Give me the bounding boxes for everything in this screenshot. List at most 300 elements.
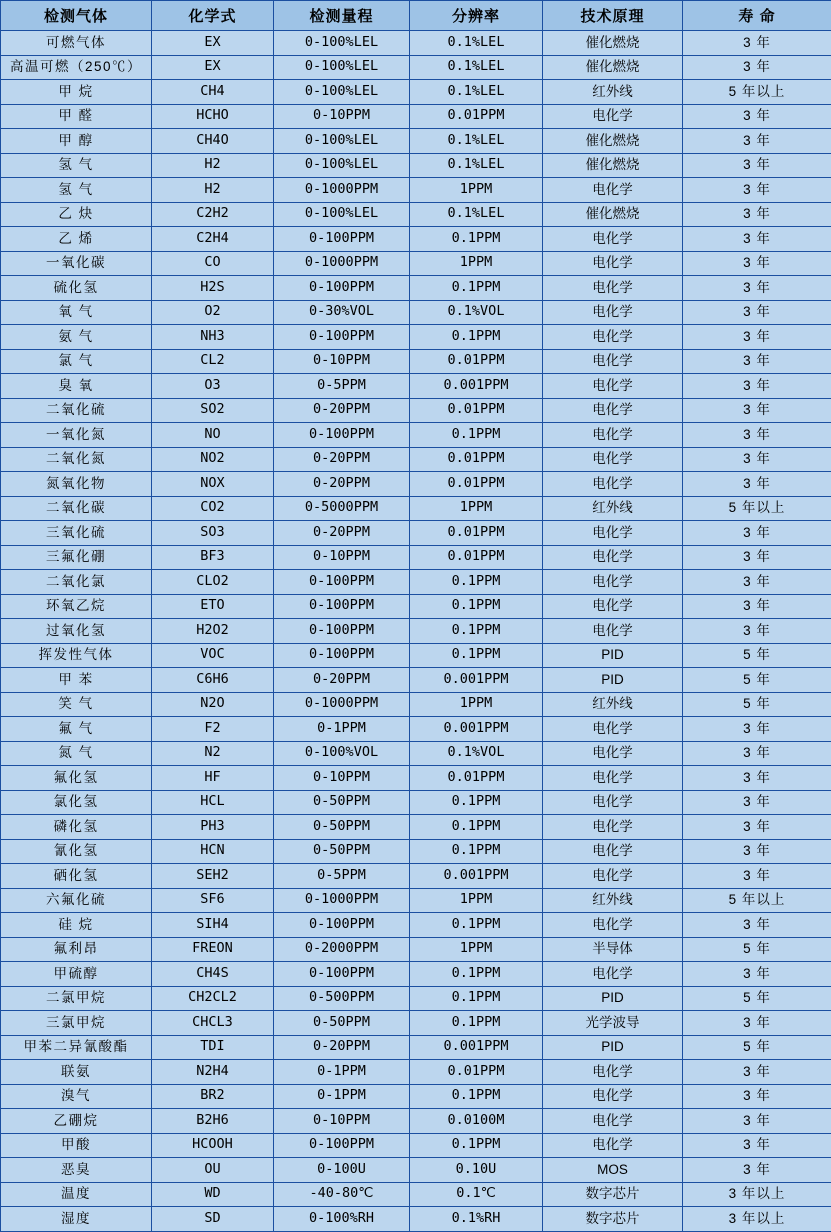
cell-detection-range: 0-50PPM xyxy=(274,815,410,840)
cell-technical-principle: PID xyxy=(543,1035,683,1060)
cell-resolution: 1PPM xyxy=(410,888,543,913)
cell-chemical-formula: ETO xyxy=(152,594,274,619)
cell-technical-principle: 催化燃烧 xyxy=(543,55,683,80)
cell-technical-principle: 电化学 xyxy=(543,423,683,448)
cell-technical-principle: 电化学 xyxy=(543,521,683,546)
cell-chemical-formula: OU xyxy=(152,1158,274,1183)
cell-lifetime: 3 年 xyxy=(683,741,831,766)
cell-resolution: 0.1%LEL xyxy=(410,153,543,178)
cell-lifetime: 3 年 xyxy=(683,153,831,178)
cell-detection-range: 0-30%VOL xyxy=(274,300,410,325)
cell-detection-range: 0-1000PPM xyxy=(274,692,410,717)
cell-gas-name: 三氧化硫 xyxy=(1,521,152,546)
table-row xyxy=(1,496,831,521)
cell-detection-range: 0-100%LEL xyxy=(274,153,410,178)
cell-gas-name: 二氯甲烷 xyxy=(1,986,152,1011)
cell-resolution: 0.1PPM xyxy=(410,594,543,619)
cell-technical-principle: 催化燃烧 xyxy=(543,202,683,227)
cell-chemical-formula: BR2 xyxy=(152,1084,274,1109)
cell-technical-principle: 电化学 xyxy=(543,1084,683,1109)
cell-resolution: 0.001PPM xyxy=(410,864,543,889)
cell-detection-range: 0-100PPM xyxy=(274,619,410,644)
cell-gas-name: 硒化氢 xyxy=(1,864,152,889)
cell-gas-name: 臭 氧 xyxy=(1,374,152,399)
cell-chemical-formula: C2H4 xyxy=(152,227,274,252)
cell-detection-range: 0-5PPM xyxy=(274,864,410,889)
cell-lifetime: 3 年 xyxy=(683,374,831,399)
cell-technical-principle: 电化学 xyxy=(543,864,683,889)
cell-resolution: 0.1%VOL xyxy=(410,300,543,325)
cell-resolution: 0.001PPM xyxy=(410,717,543,742)
cell-technical-principle: 电化学 xyxy=(543,178,683,203)
cell-resolution: 0.1℃ xyxy=(410,1182,543,1207)
cell-detection-range: 0-20PPM xyxy=(274,472,410,497)
cell-resolution: 0.1PPM xyxy=(410,815,543,840)
cell-lifetime: 3 年 xyxy=(683,202,831,227)
cell-resolution: 0.1%VOL xyxy=(410,741,543,766)
cell-detection-range: 0-20PPM xyxy=(274,398,410,423)
cell-chemical-formula: HCOOH xyxy=(152,1133,274,1158)
table-row xyxy=(1,276,831,301)
cell-gas-name: 二氧化氯 xyxy=(1,570,152,595)
table-row xyxy=(1,717,831,742)
cell-detection-range: 0-10PPM xyxy=(274,104,410,129)
cell-detection-range: 0-100%LEL xyxy=(274,31,410,56)
cell-lifetime: 5 年以上 xyxy=(683,496,831,521)
cell-gas-name: 二氧化硫 xyxy=(1,398,152,423)
cell-detection-range: 0-20PPM xyxy=(274,447,410,472)
cell-technical-principle: 电化学 xyxy=(543,300,683,325)
cell-technical-principle: 电化学 xyxy=(543,447,683,472)
table-row xyxy=(1,178,831,203)
cell-detection-range: 0-100%LEL xyxy=(274,55,410,80)
cell-technical-principle: 催化燃烧 xyxy=(543,129,683,154)
cell-technical-principle: 电化学 xyxy=(543,570,683,595)
cell-lifetime: 3 年 xyxy=(683,1133,831,1158)
table-row xyxy=(1,1158,831,1183)
table-header xyxy=(1,1,831,31)
cell-chemical-formula: H2 xyxy=(152,178,274,203)
cell-gas-name: 挥发性气体 xyxy=(1,643,152,668)
cell-resolution: 0.01PPM xyxy=(410,472,543,497)
table-row xyxy=(1,1133,831,1158)
cell-detection-range: 0-10PPM xyxy=(274,1109,410,1134)
table-row xyxy=(1,668,831,693)
cell-resolution: 0.1PPM xyxy=(410,1011,543,1036)
cell-chemical-formula: N2H4 xyxy=(152,1060,274,1085)
table-row xyxy=(1,1109,831,1134)
cell-gas-name: 溴气 xyxy=(1,1084,152,1109)
table-row xyxy=(1,815,831,840)
cell-detection-range: 0-100PPM xyxy=(274,1133,410,1158)
cell-resolution: 1PPM xyxy=(410,692,543,717)
cell-resolution: 0.1%LEL xyxy=(410,129,543,154)
cell-lifetime: 3 年 xyxy=(683,227,831,252)
cell-resolution: 0.1%LEL xyxy=(410,31,543,56)
cell-lifetime: 3 年 xyxy=(683,104,831,129)
table-row xyxy=(1,594,831,619)
cell-detection-range: 0-50PPM xyxy=(274,790,410,815)
cell-technical-principle: PID xyxy=(543,643,683,668)
cell-chemical-formula: NH3 xyxy=(152,325,274,350)
cell-detection-range: 0-5PPM xyxy=(274,374,410,399)
cell-detection-range: 0-1PPM xyxy=(274,717,410,742)
table-row xyxy=(1,888,831,913)
cell-chemical-formula: BF3 xyxy=(152,545,274,570)
cell-chemical-formula: CHCL3 xyxy=(152,1011,274,1036)
cell-resolution: 0.01PPM xyxy=(410,545,543,570)
cell-technical-principle: 半导体 xyxy=(543,937,683,962)
cell-lifetime: 3 年 xyxy=(683,1011,831,1036)
cell-gas-name: 三氯甲烷 xyxy=(1,1011,152,1036)
cell-technical-principle: 数字芯片 xyxy=(543,1207,683,1232)
cell-gas-name: 甲酸 xyxy=(1,1133,152,1158)
cell-gas-name: 甲 醛 xyxy=(1,104,152,129)
table-row xyxy=(1,153,831,178)
cell-chemical-formula: SO3 xyxy=(152,521,274,546)
cell-technical-principle: 电化学 xyxy=(543,913,683,938)
cell-lifetime: 3 年 xyxy=(683,55,831,80)
cell-chemical-formula: CO xyxy=(152,251,274,276)
cell-lifetime: 3 年 xyxy=(683,31,831,56)
cell-lifetime: 3 年 xyxy=(683,251,831,276)
cell-detection-range: 0-100%LEL xyxy=(274,129,410,154)
cell-chemical-formula: HCL xyxy=(152,790,274,815)
cell-lifetime: 3 年以上 xyxy=(683,1182,831,1207)
cell-detection-range: 0-20PPM xyxy=(274,1035,410,1060)
table-row xyxy=(1,766,831,791)
cell-lifetime: 5 年 xyxy=(683,986,831,1011)
cell-chemical-formula: PH3 xyxy=(152,815,274,840)
cell-resolution: 0.0100M xyxy=(410,1109,543,1134)
cell-lifetime: 3 年 xyxy=(683,398,831,423)
table-row xyxy=(1,962,831,987)
table-row xyxy=(1,129,831,154)
cell-technical-principle: 电化学 xyxy=(543,545,683,570)
cell-technical-principle: 电化学 xyxy=(543,790,683,815)
cell-chemical-formula: CO2 xyxy=(152,496,274,521)
cell-detection-range: 0-1PPM xyxy=(274,1060,410,1085)
cell-chemical-formula: EX xyxy=(152,31,274,56)
cell-chemical-formula: CH4S xyxy=(152,962,274,987)
table-row xyxy=(1,202,831,227)
cell-gas-name: 三氟化硼 xyxy=(1,545,152,570)
cell-resolution: 0.10U xyxy=(410,1158,543,1183)
cell-gas-name: 氟化氢 xyxy=(1,766,152,791)
cell-lifetime: 3 年 xyxy=(683,594,831,619)
cell-resolution: 0.1%LEL xyxy=(410,80,543,105)
cell-resolution: 0.01PPM xyxy=(410,349,543,374)
cell-lifetime: 3 年 xyxy=(683,962,831,987)
cell-gas-name: 氯化氢 xyxy=(1,790,152,815)
cell-lifetime: 3 年 xyxy=(683,1109,831,1134)
cell-detection-range: 0-100PPM xyxy=(274,643,410,668)
cell-resolution: 0.1PPM xyxy=(410,619,543,644)
cell-detection-range: 0-20PPM xyxy=(274,521,410,546)
cell-lifetime: 3 年 xyxy=(683,276,831,301)
cell-gas-name: 可燃气体 xyxy=(1,31,152,56)
cell-resolution: 0.1PPM xyxy=(410,790,543,815)
cell-resolution: 1PPM xyxy=(410,251,543,276)
cell-technical-principle: PID xyxy=(543,668,683,693)
cell-technical-principle: 电化学 xyxy=(543,766,683,791)
cell-gas-name: 高温可燃（250℃） xyxy=(1,55,152,80)
cell-lifetime: 3 年 xyxy=(683,913,831,938)
cell-lifetime: 5 年以上 xyxy=(683,888,831,913)
cell-gas-name: 笑 气 xyxy=(1,692,152,717)
cell-gas-name: 甲苯二异氰酸酯 xyxy=(1,1035,152,1060)
table-row xyxy=(1,1035,831,1060)
cell-detection-range: 0-100PPM xyxy=(274,962,410,987)
table-row xyxy=(1,398,831,423)
cell-gas-name: 甲 苯 xyxy=(1,668,152,693)
cell-resolution: 0.01PPM xyxy=(410,521,543,546)
cell-lifetime: 3 年 xyxy=(683,545,831,570)
cell-chemical-formula: O2 xyxy=(152,300,274,325)
cell-chemical-formula: NOX xyxy=(152,472,274,497)
cell-technical-principle: 电化学 xyxy=(543,104,683,129)
cell-technical-principle: 数字芯片 xyxy=(543,1182,683,1207)
cell-gas-name: 甲硫醇 xyxy=(1,962,152,987)
cell-gas-name: 氢 气 xyxy=(1,153,152,178)
cell-lifetime: 5 年 xyxy=(683,668,831,693)
cell-lifetime: 5 年 xyxy=(683,937,831,962)
table-row xyxy=(1,80,831,105)
cell-gas-name: 环氧乙烷 xyxy=(1,594,152,619)
cell-gas-name: 二氧化氮 xyxy=(1,447,152,472)
column-header-lifetime: 寿 命 xyxy=(683,1,831,31)
cell-lifetime: 3 年 xyxy=(683,178,831,203)
cell-technical-principle: 电化学 xyxy=(543,251,683,276)
cell-lifetime: 3 年 xyxy=(683,521,831,546)
cell-gas-name: 氰化氢 xyxy=(1,839,152,864)
cell-detection-range: 0-100%LEL xyxy=(274,202,410,227)
cell-technical-principle: 红外线 xyxy=(543,692,683,717)
table-header-row xyxy=(1,1,831,31)
cell-technical-principle: 电化学 xyxy=(543,619,683,644)
cell-detection-range: 0-100PPM xyxy=(274,913,410,938)
cell-lifetime: 3 年 xyxy=(683,619,831,644)
cell-technical-principle: 电化学 xyxy=(543,472,683,497)
cell-resolution: 0.1PPM xyxy=(410,913,543,938)
cell-gas-name: 甲 烷 xyxy=(1,80,152,105)
cell-detection-range: 0-1000PPM xyxy=(274,888,410,913)
cell-technical-principle: PID xyxy=(543,986,683,1011)
cell-chemical-formula: CLO2 xyxy=(152,570,274,595)
table-row xyxy=(1,790,831,815)
table-row xyxy=(1,300,831,325)
column-header-formula: 化学式 xyxy=(152,1,274,31)
cell-gas-name: 乙 烯 xyxy=(1,227,152,252)
cell-resolution: 0.01PPM xyxy=(410,447,543,472)
cell-detection-range: 0-5000PPM xyxy=(274,496,410,521)
cell-gas-name: 一氧化碳 xyxy=(1,251,152,276)
column-header-gas: 检测气体 xyxy=(1,1,152,31)
cell-lifetime: 3 年 xyxy=(683,570,831,595)
table-row xyxy=(1,913,831,938)
cell-chemical-formula: TDI xyxy=(152,1035,274,1060)
cell-technical-principle: 红外线 xyxy=(543,80,683,105)
cell-lifetime: 3 年 xyxy=(683,325,831,350)
cell-technical-principle: 电化学 xyxy=(543,374,683,399)
cell-resolution: 0.1PPM xyxy=(410,1133,543,1158)
cell-lifetime: 3 年 xyxy=(683,1084,831,1109)
cell-resolution: 0.001PPM xyxy=(410,374,543,399)
cell-gas-name: 硫化氢 xyxy=(1,276,152,301)
cell-resolution: 0.01PPM xyxy=(410,1060,543,1085)
table-row xyxy=(1,643,831,668)
table-row xyxy=(1,545,831,570)
cell-detection-range: 0-1PPM xyxy=(274,1084,410,1109)
cell-resolution: 1PPM xyxy=(410,937,543,962)
cell-detection-range: 0-100PPM xyxy=(274,227,410,252)
cell-chemical-formula: H2 xyxy=(152,153,274,178)
table-row xyxy=(1,55,831,80)
cell-gas-name: 恶臭 xyxy=(1,1158,152,1183)
cell-technical-principle: 电化学 xyxy=(543,741,683,766)
cell-resolution: 0.1%LEL xyxy=(410,202,543,227)
table-row xyxy=(1,570,831,595)
cell-detection-range: 0-1000PPM xyxy=(274,251,410,276)
table-row xyxy=(1,1207,831,1232)
cell-technical-principle: 红外线 xyxy=(543,888,683,913)
cell-lifetime: 3 年 xyxy=(683,839,831,864)
cell-chemical-formula: NO2 xyxy=(152,447,274,472)
cell-resolution: 0.1%LEL xyxy=(410,55,543,80)
table-row xyxy=(1,447,831,472)
cell-gas-name: 联氨 xyxy=(1,1060,152,1085)
cell-technical-principle: 电化学 xyxy=(543,1133,683,1158)
table-row xyxy=(1,1060,831,1085)
cell-technical-principle: 电化学 xyxy=(543,349,683,374)
cell-chemical-formula: B2H6 xyxy=(152,1109,274,1134)
cell-detection-range: 0-100%LEL xyxy=(274,80,410,105)
cell-chemical-formula: H2O2 xyxy=(152,619,274,644)
cell-chemical-formula: SEH2 xyxy=(152,864,274,889)
cell-resolution: 0.1PPM xyxy=(410,227,543,252)
cell-detection-range: -40-80℃ xyxy=(274,1182,410,1207)
cell-chemical-formula: SIH4 xyxy=(152,913,274,938)
table-row xyxy=(1,374,831,399)
cell-chemical-formula: HCN xyxy=(152,839,274,864)
cell-technical-principle: 电化学 xyxy=(543,398,683,423)
cell-detection-range: 0-100PPM xyxy=(274,423,410,448)
cell-gas-name: 硅 烷 xyxy=(1,913,152,938)
cell-resolution: 0.1PPM xyxy=(410,1084,543,1109)
cell-chemical-formula: SF6 xyxy=(152,888,274,913)
cell-detection-range: 0-1000PPM xyxy=(274,178,410,203)
cell-resolution: 0.01PPM xyxy=(410,398,543,423)
cell-chemical-formula: CH4 xyxy=(152,80,274,105)
cell-resolution: 1PPM xyxy=(410,178,543,203)
cell-technical-principle: 催化燃烧 xyxy=(543,153,683,178)
cell-detection-range: 0-500PPM xyxy=(274,986,410,1011)
cell-lifetime: 3 年以上 xyxy=(683,1207,831,1232)
cell-detection-range: 0-20PPM xyxy=(274,668,410,693)
cell-resolution: 0.1PPM xyxy=(410,643,543,668)
table-row xyxy=(1,423,831,448)
table-row xyxy=(1,864,831,889)
cell-lifetime: 3 年 xyxy=(683,1158,831,1183)
cell-gas-name: 一氧化氮 xyxy=(1,423,152,448)
cell-detection-range: 0-10PPM xyxy=(274,349,410,374)
table-row xyxy=(1,227,831,252)
cell-chemical-formula: HF xyxy=(152,766,274,791)
cell-chemical-formula: CH2CL2 xyxy=(152,986,274,1011)
cell-resolution: 0.1PPM xyxy=(410,570,543,595)
cell-chemical-formula: VOC xyxy=(152,643,274,668)
cell-resolution: 0.01PPM xyxy=(410,104,543,129)
cell-detection-range: 0-100U xyxy=(274,1158,410,1183)
table-row xyxy=(1,986,831,1011)
table-row xyxy=(1,619,831,644)
cell-gas-name: 氧 气 xyxy=(1,300,152,325)
table-row xyxy=(1,692,831,717)
cell-detection-range: 0-50PPM xyxy=(274,1011,410,1036)
cell-resolution: 0.1PPM xyxy=(410,325,543,350)
cell-technical-principle: 电化学 xyxy=(543,815,683,840)
cell-detection-range: 0-100%VOL xyxy=(274,741,410,766)
column-header-principle: 技术原理 xyxy=(543,1,683,31)
cell-chemical-formula: NO xyxy=(152,423,274,448)
cell-lifetime: 3 年 xyxy=(683,300,831,325)
cell-gas-name: 氢 气 xyxy=(1,178,152,203)
cell-technical-principle: 光学波导 xyxy=(543,1011,683,1036)
cell-chemical-formula: SD xyxy=(152,1207,274,1232)
cell-lifetime: 5 年以上 xyxy=(683,80,831,105)
cell-detection-range: 0-100%RH xyxy=(274,1207,410,1232)
cell-lifetime: 3 年 xyxy=(683,472,831,497)
cell-lifetime: 3 年 xyxy=(683,790,831,815)
cell-chemical-formula: HCHO xyxy=(152,104,274,129)
cell-gas-name: 甲 醇 xyxy=(1,129,152,154)
cell-gas-name: 过氧化氢 xyxy=(1,619,152,644)
cell-resolution: 0.1PPM xyxy=(410,962,543,987)
cell-lifetime: 3 年 xyxy=(683,766,831,791)
cell-technical-principle: 催化燃烧 xyxy=(543,31,683,56)
cell-technical-principle: 电化学 xyxy=(543,227,683,252)
cell-gas-name: 磷化氢 xyxy=(1,815,152,840)
table-row xyxy=(1,251,831,276)
cell-resolution: 0.001PPM xyxy=(410,668,543,693)
cell-technical-principle: 电化学 xyxy=(543,325,683,350)
cell-gas-name: 氨 气 xyxy=(1,325,152,350)
cell-detection-range: 0-100PPM xyxy=(274,276,410,301)
table-row xyxy=(1,937,831,962)
cell-detection-range: 0-2000PPM xyxy=(274,937,410,962)
cell-technical-principle: 电化学 xyxy=(543,962,683,987)
cell-resolution: 0.1PPM xyxy=(410,423,543,448)
cell-chemical-formula: WD xyxy=(152,1182,274,1207)
cell-technical-principle: 电化学 xyxy=(543,594,683,619)
cell-lifetime: 3 年 xyxy=(683,717,831,742)
cell-lifetime: 3 年 xyxy=(683,349,831,374)
cell-chemical-formula: CH4O xyxy=(152,129,274,154)
cell-gas-name: 乙硼烷 xyxy=(1,1109,152,1134)
table-body xyxy=(1,31,831,1232)
cell-chemical-formula: N2 xyxy=(152,741,274,766)
cell-resolution: 0.1%RH xyxy=(410,1207,543,1232)
cell-technical-principle: MOS xyxy=(543,1158,683,1183)
cell-resolution: 0.001PPM xyxy=(410,1035,543,1060)
cell-detection-range: 0-100PPM xyxy=(274,325,410,350)
cell-gas-name: 湿度 xyxy=(1,1207,152,1232)
cell-resolution: 0.01PPM xyxy=(410,766,543,791)
cell-detection-range: 0-10PPM xyxy=(274,766,410,791)
cell-chemical-formula: C2H2 xyxy=(152,202,274,227)
cell-lifetime: 3 年 xyxy=(683,815,831,840)
cell-resolution: 0.1PPM xyxy=(410,986,543,1011)
